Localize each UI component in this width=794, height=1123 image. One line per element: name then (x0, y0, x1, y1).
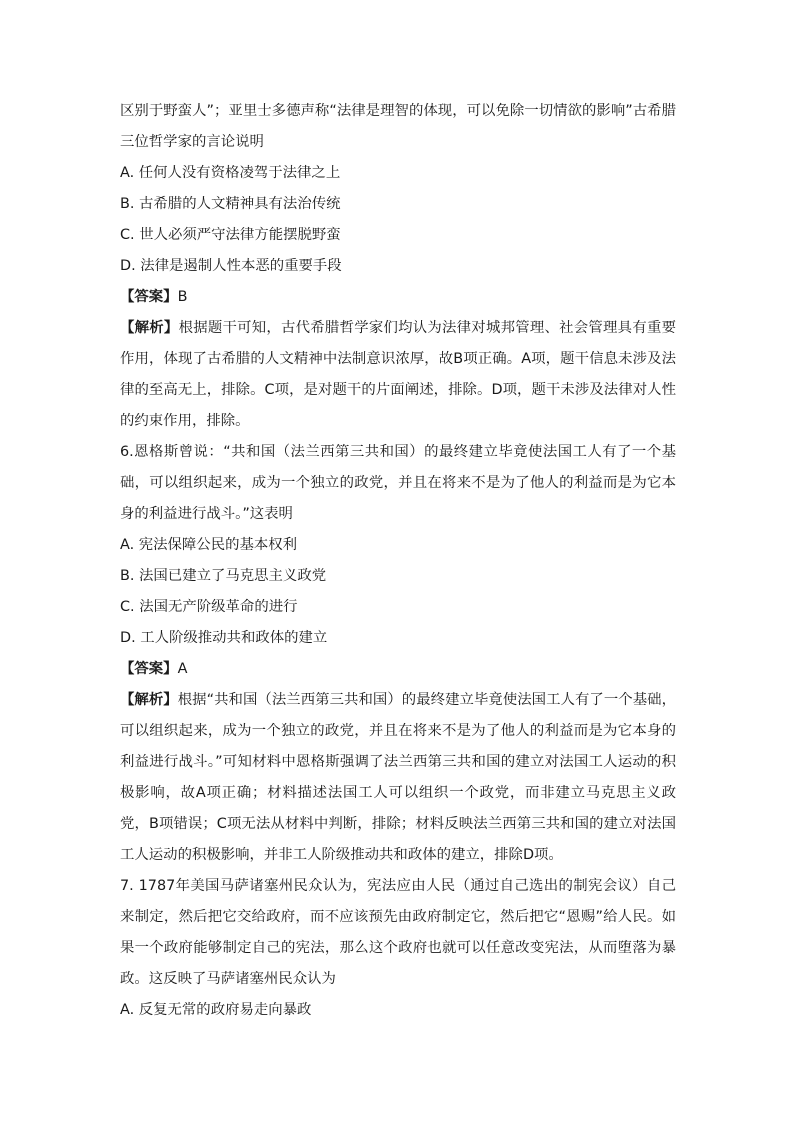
q5-answer-value: B (177, 289, 188, 305)
q6-answer (120, 654, 676, 685)
q6-option-a: A. 宪法保障公民的基本权利 (120, 537, 298, 553)
q6-answer-value: A (177, 661, 188, 677)
q7-option-a: A. 反复无常的政府易走向暴政 (120, 1002, 312, 1018)
q6-option-b: B. 法国已建立了马克思主义政党 (120, 568, 327, 584)
q5-option-c: C. 世人必须严守法律方能摆脱野蛮 (120, 227, 341, 243)
q5-option-a: A. 任何人没有资格凌驾于法律之上 (120, 165, 341, 181)
q5-stem: 区别于野蛮人”；亚里士多德声称“法律是理智的体现，可以免除一切情欲的影响”古希腊三位哲学家的言论说明 (120, 103, 676, 150)
q6-answer-tag: 【答案】 (120, 661, 178, 677)
document-page (120, 96, 676, 1026)
q5-analysis-text: 根据题干可知，古代希腊哲学家们均认为法律对城邦管理、社会管理具有重要作用，体现了古希腊的人文精神中法制意识浓厚，故B项正确。A项，题干信息未涉及法律的至高无上，排除。C项，是对题干的片面阐述，排除。D项，题干未涉及法律对人性的约束作用，排除。 (120, 320, 676, 429)
q5-analysis-tag: 【解析】 (120, 320, 179, 336)
q5-option-d: D. 法律是遏制人性本恶的重要手段 (120, 258, 342, 274)
q6-option-d: D. 工人阶级推动共和政体的建立 (120, 630, 328, 646)
q7-stem: 7. 1787年美国马萨诸塞州民众认为，宪法应由人民（通过自己选出的制宪会议）自己来制定，然后把它交给政府，而不应该预先由政府制定它，然后把它“恩赐”给人民。如果一个政府能够制定自己的宪法，那么这个政府也就可以任意改变宪法，从而堕落为暴政。这反映了马萨诸塞州民众认为 (120, 878, 676, 987)
q5-analysis (120, 313, 676, 437)
q5-answer (120, 282, 676, 313)
q6-stem: 6.恩格斯曾说：“共和国（法兰西第三共和国）的最终建立毕竟使法国工人有了一个基础，可以组织起来，成为一个独立的政党，并且在将来不是为了他人的利益而是为它本身的利益进行战斗。”这表明 (120, 444, 676, 522)
q6-analysis (120, 685, 676, 871)
q5-answer-tag: 【答案】 (120, 289, 178, 305)
q6-analysis-tag: 【解析】 (120, 692, 178, 708)
q6-analysis-text: 根据“共和国（法兰西第三共和国）的最终建立毕竟使法国工人有了一个基础，可以组织起来，成为一个独立的政党，并且在将来不是为了他人的利益而是为它本身的利益进行战斗。”可知材料中恩格斯强调了法兰西第三共和国的建立对法国工人运动的积极影响，故A项正确；材料描述法国工人可以组织一个政党，而非建立马克思主义政党，B项错误；C项无法从材料中判断，排除；材料反映法兰西第三共和国的建立对法国工人运动的积极影响，并非工人阶级推动共和政体的建立，排除D项。 (120, 692, 676, 863)
q5-option-b: B. 古希腊的人文精神具有法治传统 (120, 196, 341, 212)
q6-option-c: C. 法国无产阶级革命的进行 (120, 599, 298, 615)
